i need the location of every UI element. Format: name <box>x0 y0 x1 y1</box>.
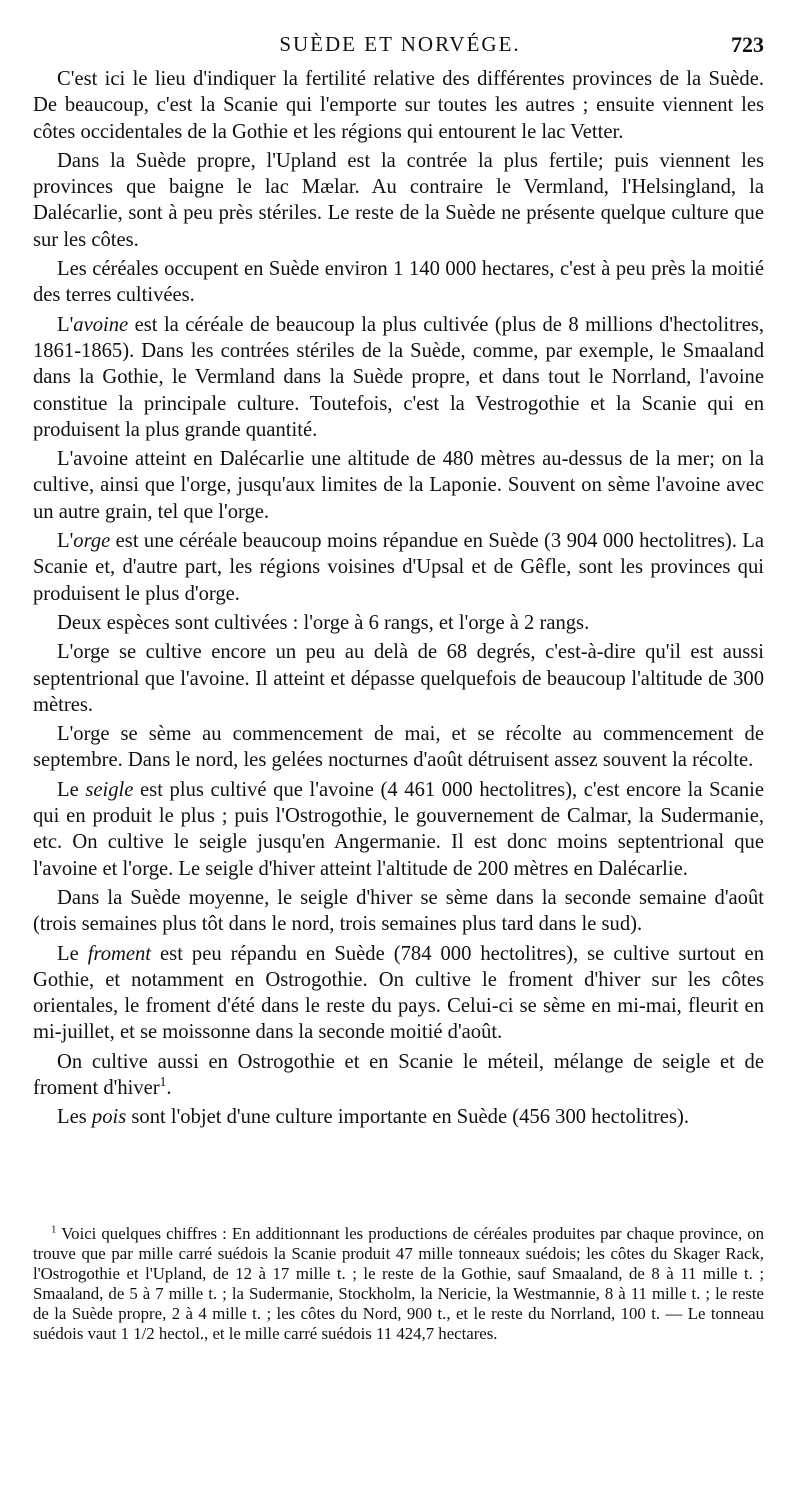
paragraph <box>33 446 764 525</box>
paragraph <box>33 528 764 607</box>
italic-term: seigle <box>85 778 134 801</box>
italic-term: pois <box>91 1106 127 1129</box>
paragraph-lead: L' <box>57 313 74 336</box>
paragraph-end: . <box>166 1076 172 1099</box>
paragraph <box>33 1049 764 1102</box>
paragraph-lead: Les <box>57 1106 92 1129</box>
footnote-reference[interactable]: 1 <box>159 1074 167 1090</box>
paragraph <box>33 721 764 774</box>
paragraph-text: est plus cultivé que l'avoine (4 461 000 hectolitres), c'est encore la Scanie qui en produit le plus ; puis l'Ostrogothie, le gouvernement de Calmar, la Sudermanie, etc. On cultive le seigle jusqu'en Angermanie. Il est donc moins septentrional que l'avoine et l'orge. Le seigle d'hiver atteint l'altitude de 200 mètres en Dalécarlie. <box>33 778 764 880</box>
paragraph-text: Dans la Suède propre, l'Upland est la contrée la plus fertile; puis viennent les provinces que baigne le lac Mælar. Au contraire le Vermland, l'Helsingland, la Dalécarlie, sont à peu près stériles. Le reste de la Suède ne présente quelque culture que sur les côtes. <box>33 149 764 251</box>
running-head <box>0 30 800 60</box>
italic-term: froment <box>87 942 152 965</box>
paragraph-text: Deux espèces sont cultivées : l'orge à 6 rangs, et l'orge à 2 rangs. <box>57 611 590 634</box>
paragraph <box>33 312 764 443</box>
paragraph-text: L'orge se cultive encore un peu au delà de 68 degrés, c'est-à-dire qu'il est aussi septentrional que l'avoine. Il atteint et dépasse quelquefois de beaucoup l'altitude de 300 mètres. <box>33 641 764 716</box>
paragraph-lead: Le <box>57 942 88 965</box>
footnote-text: Voici quelques chiffres : En additionnant les productions de céréales produites par chaque province, on trouve que par mille carré suédois la Scanie produit 47 mille tonneaux suédois; les côtes du Skager Rack, l'Ostrogothie et l'Upland, de 12 à 17 mille t. ; le reste de la Gothie, sauf Smaaland, de 8 à 11 mille t. ; Smaaland, de 5 à 7 mille t. ; la Sudermanie, Stockholm, la Nericie, la Westmannie, 8 à 11 mille t. ; le reste de la Suède propre, 2 à 4 mille t. ; les côtes du Nord, 900 t., et le reste du Norrland, 100 t. — Le tonneau suédois vaut 1 1/2 hectol., et le mille carré suédois 11 424,7 hectares. <box>33 1224 764 1343</box>
paragraph-text: L'avoine atteint en Dalécarlie une altitude de 480 mètres au-dessus de la mer; on la cultive, ainsi que l'orge, jusqu'aux limites de la Laponie. Souvent on sème l'avoine avec un autre grain, tel que l'orge. <box>33 448 764 523</box>
paragraph-text: On cultive aussi en Ostrogothie et en Scanie le méteil, mélange de seigle et de froment d'hiver <box>33 1050 764 1099</box>
paragraph <box>33 1104 764 1130</box>
paragraph-text: est une céréale beaucoup moins répandue en Suède (3 904 000 hectolitres). La Scanie et, d'autre part, les régions voisines d'Upsal et de Gêfle, sont les provinces qui produisent le plus d'orge. <box>33 530 764 605</box>
paragraph <box>33 885 764 938</box>
page-number: 723 <box>731 32 764 57</box>
paragraph <box>33 66 764 145</box>
paragraph-text: C'est ici le lieu d'indiquer la fertilité relative des différentes provinces de la Suède. De beaucoup, c'est la Scanie qui l'emporte sur toutes les autres ; ensuite viennent les côtes occidentales de la Gothie et les régions qui entourent le lac Vetter. <box>33 68 764 143</box>
paragraph <box>33 639 764 718</box>
paragraph-text: est peu répandu en Suède (784 000 hectolitres), se cultive surtout en Gothie, et notamment en Ostrogothie. On cultive le froment d'hiver sur les côtes orientales, le froment d'été dans le reste du pays. Celui-ci se sème en mi-mai, fleurit en mi-juillet, et se moissonne dans la seconde moitié d'août. <box>33 942 764 1044</box>
body-text <box>33 66 764 1134</box>
paragraph <box>33 256 764 309</box>
paragraph-text: sont l'objet d'une culture importante en Suède (456 300 hectolitres). <box>126 1106 689 1129</box>
italic-term: avoine <box>73 313 129 336</box>
paragraph <box>33 777 764 882</box>
footnote <box>33 1224 764 1344</box>
footnote-paragraph <box>33 1224 764 1344</box>
paragraph <box>33 610 764 636</box>
paragraph <box>33 941 764 1046</box>
footnote-mark: 1 <box>51 1223 57 1236</box>
paragraph-lead: L' <box>57 530 74 553</box>
paragraph-text: L'orge se sème au commencement de mai, et se récolte au commencement de septembre. Dans le nord, les gelées nocturnes d'août détruisent assez souvent la récolte. <box>33 723 764 772</box>
paragraph <box>33 148 764 253</box>
paragraph-lead: Le <box>57 778 86 801</box>
running-title: SUÈDE ET NORVÉGE. <box>279 32 521 56</box>
italic-term: orge <box>73 530 111 553</box>
paragraph-text: est la céréale de beaucoup la plus cultivée (plus de 8 millions d'hectolitres, 1861-1865). Dans les contrées stériles de la Suède, comme, par exemple, le Smaaland dans la Gothie, le Vermland dans la Suède propre, et dans tout le Norrland, l'avoine constitue la principale culture. Toutefois, c'est la Vestrogothie et la Scanie qui en produisent la plus grande quantité. <box>33 313 764 441</box>
paragraph-text: Dans la Suède moyenne, le seigle d'hiver se sème dans la seconde semaine d'août (trois semaines plus tôt dans le nord, trois semaines plus tard dans le sud). <box>33 886 764 936</box>
paragraph-text: Les céréales occupent en Suède environ 1 140 000 hectares, c'est à peu près la moitié des terres cultivées. <box>33 258 764 307</box>
